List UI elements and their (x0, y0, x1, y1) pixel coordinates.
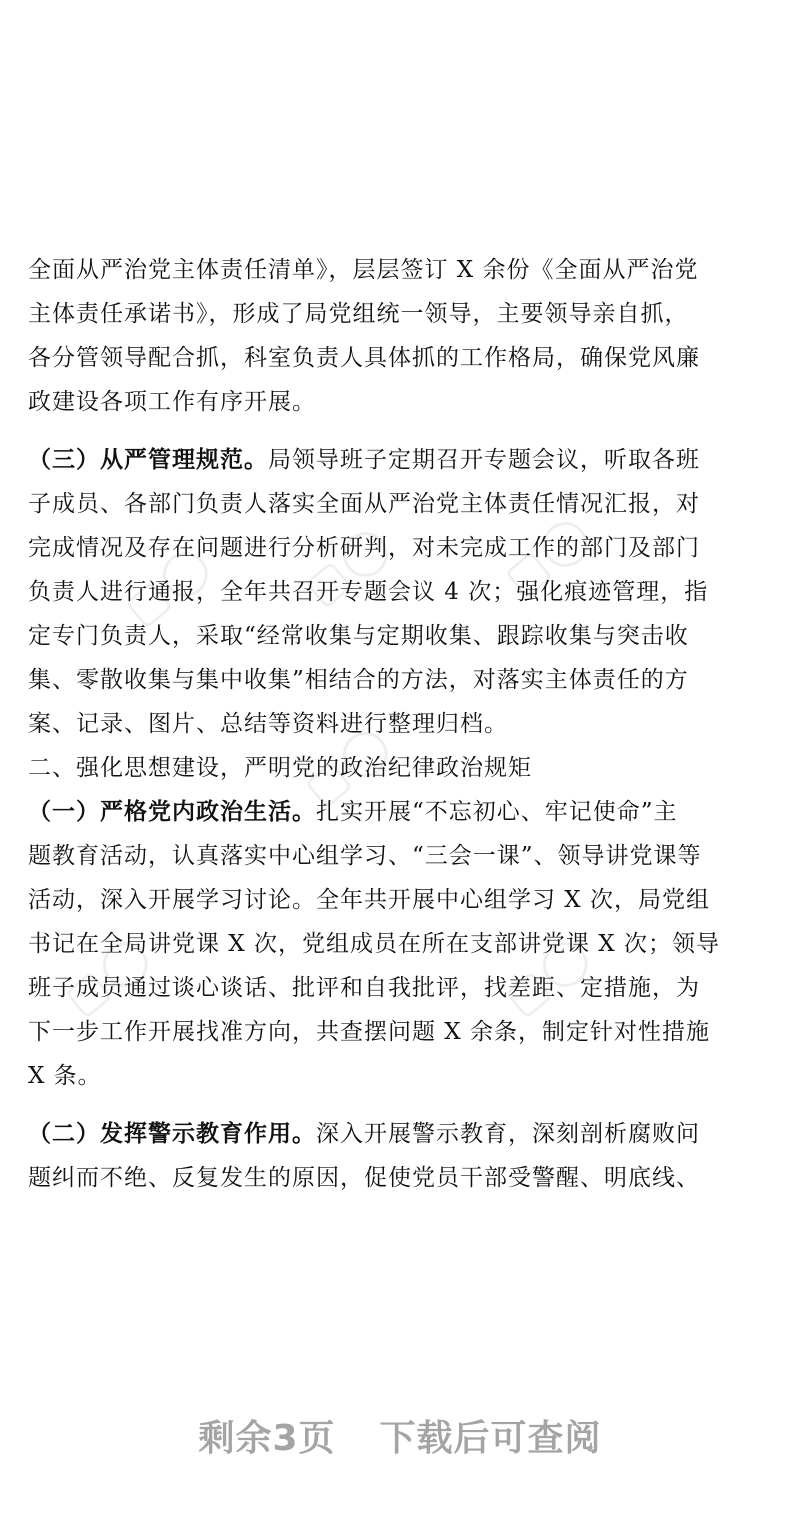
text-line: 政建设各项工作有序开展。 (28, 389, 316, 415)
text-line: 子成员、各部门负责人落实全面从严治党主体责任情况汇报，对 (28, 491, 700, 517)
paragraph-heading: （二）发挥警示教育作用。 (28, 1120, 316, 1147)
watermark-logo: ▢◯ (494, 925, 601, 1026)
text-line: 下一步工作开展找准方向，共查摆问题 X 余条，制定针对性措施 (28, 1019, 710, 1045)
text-line: 题纠而不绝、反复发生的原因，促使党员干部受警醒、明底线、 (28, 1165, 700, 1191)
text-line: 负责人进行通报，全年共召开专题会议 4 次；强化痕迹管理，指 (28, 579, 709, 605)
paragraph-text: 扎实开展“不忘初心、牢记使命”主 (316, 799, 678, 825)
text-line: 题教育活动，认真落实中心组学习、“三会一课”、领导讲党课等 (28, 843, 702, 869)
text-line: X 条。 (28, 1063, 102, 1089)
text-line: 集、零散收集与集中收集”相结合的方法，对落实主体责任的方 (28, 667, 689, 693)
paragraph-heading: （一）严格党内政治生活。 (28, 798, 316, 825)
text-line (28, 790, 678, 834)
text-line: 定专门负责人，采取“经常收集与定期收集、跟踪收集与突击收 (28, 623, 689, 649)
watermark-logo: ▢◯ (494, 505, 601, 606)
download-prompt[interactable] (0, 1410, 800, 1461)
text-line: 各分管领导配合抓，科室负责人具体抓的工作格局，确保党风廉 (28, 345, 700, 371)
paragraph (28, 438, 709, 746)
text-line: 书记在全局讲党课 X 次，党组成员在所在支部讲党课 X 次；领导 (28, 931, 720, 957)
watermark-logo: ▢◯ (114, 535, 221, 636)
section-heading: 二、强化思想建设，严明党的政治纪律政治规矩 (28, 755, 532, 781)
text-line: 班子成员通过谈心谈话、批评和自我批评，找差距、定措施，为 (28, 975, 700, 1001)
watermark-logo: ▢◯ (294, 715, 401, 816)
document-body (28, 248, 720, 1200)
paragraph (28, 248, 700, 424)
watermark-logo: ▢◯ (294, 515, 401, 616)
text-line: 全面从严治党主体责任清单》，层层签订 X 余份《全面从严治党 (28, 257, 699, 283)
text-line: 完成情况及存在问题进行分析研判，对未完成工作的部门及部门 (28, 535, 700, 561)
text-line: 主体责任承诺书》，形成了局党组统一领导，主要领导亲自抓， (28, 301, 689, 327)
text-line (28, 1112, 700, 1156)
text-line (28, 438, 700, 482)
text-line: 案、记录、图片、总结等资料进行整理归档。 (28, 711, 508, 737)
watermark-logo: ▢◯ (54, 925, 161, 1026)
paragraph-heading: （三）从严管理规范。 (28, 446, 268, 473)
remaining-pages-text: 剩余3页 (198, 1418, 336, 1459)
paragraph (28, 1112, 700, 1200)
paragraph-text: 深入开展警示教育，深刻剖析腐败问 (316, 1121, 700, 1147)
text-line: 活动，深入开展学习讨论。全年共开展中心组学习 X 次，局党组 (28, 887, 710, 913)
paragraph (28, 790, 720, 1098)
download-hint-text: 下载后可查阅 (379, 1418, 602, 1459)
paragraph-text: 局领导班子定期召开专题会议，听取各班 (268, 447, 700, 473)
